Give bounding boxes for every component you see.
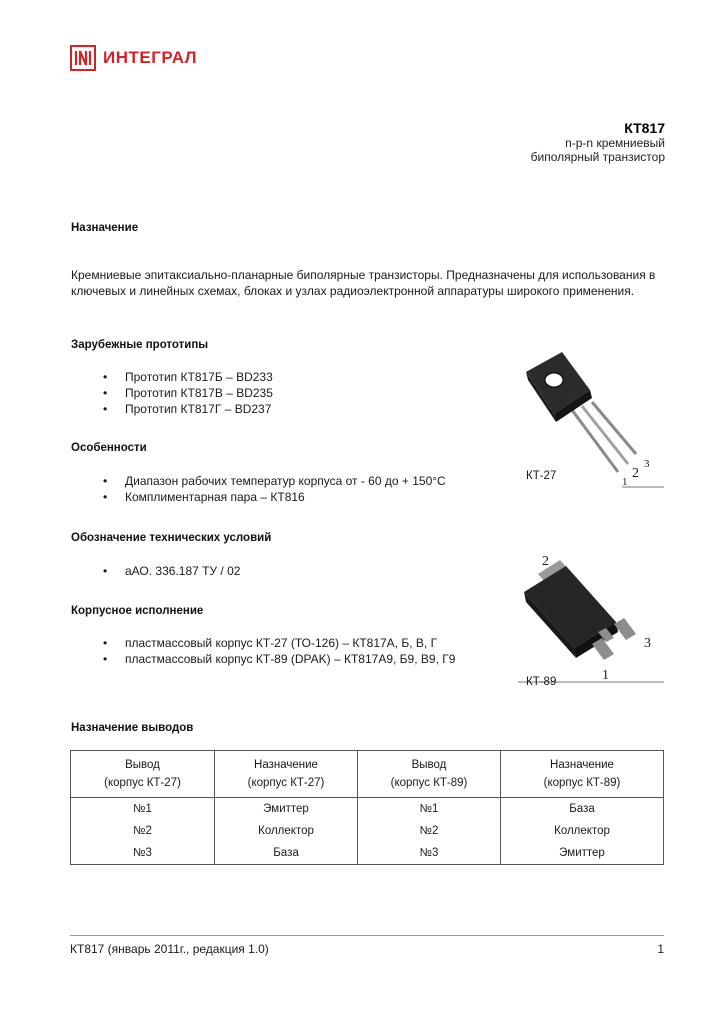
tech-conditions-heading: Обозначение технических условий <box>71 532 272 544</box>
features-list <box>103 473 446 505</box>
column-header-line1: Назначение <box>550 759 614 771</box>
table-row <box>71 820 664 842</box>
document-subtitle-1: n-p-n кремниевый <box>565 136 665 150</box>
title-block <box>531 120 665 164</box>
tech-conditions-list <box>103 563 240 579</box>
column-header-line2: (корпус КТ-89) <box>543 777 621 789</box>
column-header <box>71 751 215 798</box>
integral-logo-icon <box>70 45 96 71</box>
features-heading: Особенности <box>71 442 147 454</box>
table-cell: №1 <box>71 798 215 821</box>
kt27-package-image <box>518 350 666 494</box>
list-item: • пластмассовый корпус КТ-27 (ТО-126) – КТ817А, Б, В, Г <box>103 635 455 651</box>
column-header-line2: (корпус КТ-27) <box>104 777 181 789</box>
kt89-label: КТ-89 <box>526 676 557 688</box>
column-header-line2: (корпус КТ-27) <box>247 777 325 789</box>
kt89-package-image <box>518 552 666 692</box>
table-cell: Эмиттер <box>501 842 664 865</box>
list-item: • Прототип КТ817В – BD235 <box>103 385 273 401</box>
column-header-line1: Назначение <box>254 759 318 771</box>
table-cell: Коллектор <box>215 820 358 842</box>
document-title: КТ817 <box>624 120 665 136</box>
table-cell: №2 <box>358 820 501 842</box>
kt27-pin-1: 1 <box>622 476 628 488</box>
list-item: • пластмассовый корпус КТ-89 (DPAK) – КТ817А9, Б9, В9, Г9 <box>103 651 455 667</box>
table-cell: №3 <box>358 842 501 865</box>
column-header-line1: Вывод <box>125 759 160 771</box>
kt27-pin-3: 3 <box>644 458 650 470</box>
column-header <box>358 751 501 798</box>
list-item: • аАО. 336.187 ТУ / 02 <box>103 563 240 579</box>
purpose-text: Кремниевые эпитаксиально-планарные биполярные транзисторы. Предназначены для использования в ключевых и линейных схемах, блоках и узлах радиоэлектронной аппаратуры широкого применения. <box>71 268 656 298</box>
list-item: • Прототип КТ817Г – BD237 <box>103 401 273 417</box>
kt27-label: КТ-27 <box>526 470 557 482</box>
table-cell: Коллектор <box>501 820 664 842</box>
table-cell: №3 <box>71 842 215 865</box>
table-cell: №2 <box>71 820 215 842</box>
kt89-pin-1: 1 <box>602 668 609 683</box>
pinout-table <box>70 750 664 865</box>
kt89-transistor-drawing <box>518 552 666 692</box>
column-header-line2: (корпус КТ-89) <box>390 777 468 789</box>
table-cell: База <box>215 842 358 865</box>
package-heading: Корпусное исполнение <box>71 605 204 617</box>
table-cell: Эмиттер <box>215 798 358 821</box>
table-row <box>71 798 664 821</box>
page-number: 1 <box>657 942 664 956</box>
logo-text: ИНТЕГРАЛ <box>103 48 198 67</box>
column-header <box>215 751 358 798</box>
kt89-pin-2: 2 <box>542 554 549 569</box>
table-cell: База <box>501 798 664 821</box>
footer-document-info: КТ817 (январь 2011г., редакция 1.0) <box>70 942 269 956</box>
footer-divider <box>70 935 664 936</box>
pinout-heading: Назначение выводов <box>71 722 194 734</box>
prototypes-list <box>103 369 273 417</box>
prototypes-heading: Зарубежные прототипы <box>71 339 209 351</box>
list-item: • Диапазон рабочих температур корпуса от - 60 до + 150°С <box>103 473 446 489</box>
company-logo <box>70 45 197 71</box>
column-header-line1: Вывод <box>411 759 447 771</box>
table-header-row <box>71 751 664 798</box>
table-row <box>71 842 664 865</box>
kt89-pin-3: 3 <box>644 636 651 651</box>
table-cell: №1 <box>358 798 501 821</box>
column-header <box>501 751 664 798</box>
list-item: • Прототип КТ817Б – BD233 <box>103 369 273 385</box>
list-item: • Комплиментарная пара – КТ816 <box>103 489 446 505</box>
document-subtitle-2: биполярный транзистор <box>530 150 665 164</box>
package-list <box>103 635 455 667</box>
kt27-pin-2: 2 <box>632 466 639 481</box>
purpose-heading: Назначение <box>71 222 139 234</box>
